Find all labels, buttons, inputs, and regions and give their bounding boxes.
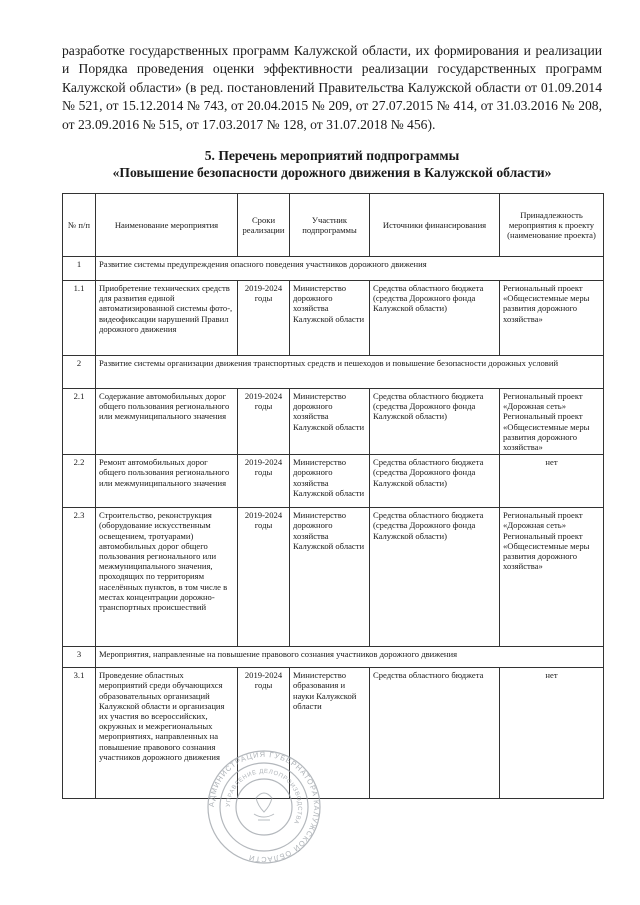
table-section-row <box>63 257 604 281</box>
measure-sources: Средства областного бюджета (средства Дорожного фонда Калужской области) <box>370 281 500 356</box>
measure-sources: Средства областного бюджета (средства Дорожного фонда Калужской области) <box>370 389 500 455</box>
row-num: 3.1 <box>63 668 96 799</box>
heading-line-2: «Повышение безопасности дорожного движения в Калужской области» <box>112 165 552 180</box>
section-title: Развитие системы предупреждения опасного поведения участников дорожного движения <box>96 257 604 281</box>
measure-name: Приобретение технических средств для развития единой автоматизированной системы фото-, видеофиксации нарушений Правил дорожного движения <box>96 281 238 356</box>
measure-project: Региональный проект «Дорожная сеть» Региональный проект «Общесистемные меры развития дорожного хозяйства» <box>500 389 604 455</box>
row-num: 1 <box>63 257 96 281</box>
seal-inner-text: УПРАВЛЕНИЕ ДЕЛОПРОИЗВОДСТВА <box>225 768 303 826</box>
measure-project: нет <box>500 455 604 508</box>
intro-paragraph: разработке государственных программ Калужской области, их формирования и реализации и Порядка проведения оценки эффективности реализации государственных программ Калужской области» (в ред. постановлений Правительства Калужской области от 01.09.2014 № 521, от 15.12.2014 № 743, от 20.04.2015 № 209, от 27.07.2015 № 414, от 31.03.2016 № 208, от 23.09.2016 № 515, от 17.03.2017 № 128, от 31.07.2018 № 456). <box>62 43 602 132</box>
measure-participant: Министерство дорожного хозяйства Калужской области <box>290 281 370 356</box>
row-num: 2.3 <box>63 508 96 647</box>
measures-table <box>62 193 604 799</box>
measure-terms: 2019-2024 годы <box>238 389 290 455</box>
row-num: 2 <box>63 356 96 389</box>
section-heading <box>62 147 602 181</box>
measure-participant: Министерство дорожного хозяйства Калужской области <box>290 389 370 455</box>
row-num: 1.1 <box>63 281 96 356</box>
section-title: Мероприятия, направленные на повышение правового сознания участников дорожного движения <box>96 647 604 668</box>
table-section-row <box>63 647 604 668</box>
measure-sources: Средства областного бюджета <box>370 668 500 799</box>
measure-sources: Средства областного бюджета (средства Дорожного фонда Калужской области) <box>370 455 500 508</box>
section-title: Развитие системы организации движения транспортных средств и пешеходов и повышение безопасности дорожных условий <box>96 356 604 389</box>
header-project: Принадлежность мероприятия к проекту (наименование проекта) <box>500 194 604 257</box>
row-num: 2.1 <box>63 389 96 455</box>
official-seal-stamp <box>196 748 332 866</box>
measure-sources: Средства областного бюджета (средства Дорожного фонда Калужской области) <box>370 508 500 647</box>
measure-terms: 2019-2024 годы <box>238 668 290 799</box>
table-row <box>63 281 604 356</box>
table-header-row <box>63 194 604 257</box>
measure-project: Региональный проект «Общесистемные меры развития дорожного хозяйства» <box>500 281 604 356</box>
measure-terms: 2019-2024 годы <box>238 508 290 647</box>
measure-participant: Министерство дорожного хозяйства Калужской области <box>290 508 370 647</box>
header-participant: Участник подпрограммы <box>290 194 370 257</box>
measure-terms: 2019-2024 годы <box>238 455 290 508</box>
seal-outer-text: АДМИНИСТРАЦИЯ ГУБЕРНАТОРА КАЛУЖСКОЙ ОБЛАСТИ <box>206 749 322 865</box>
table-row <box>63 508 604 647</box>
table-section-row <box>63 356 604 389</box>
measure-name: Ремонт автомобильных дорог общего пользования регионального или межмуниципального значения <box>96 455 238 508</box>
seal-emblem-icon <box>254 793 274 820</box>
header-num: № п/п <box>63 194 96 257</box>
measure-terms: 2019-2024 годы <box>238 281 290 356</box>
measure-participant: Министерство образования и науки Калужской области <box>290 668 370 799</box>
measure-name: Проведение областных мероприятий среди обучающихся образовательных организаций Калужской области и организация их участия во всероссийских, окружных и межрегиональных мероприятиях, направленных на повышение правового сознания участников дорожного движения <box>96 668 238 799</box>
table-row <box>63 668 604 799</box>
header-name: Наименование мероприятия <box>96 194 238 257</box>
heading-line-1: 5. Перечень мероприятий подпрограммы <box>204 148 460 163</box>
measure-name: Содержание автомобильных дорог общего пользования регионального или межмуниципального значения <box>96 389 238 455</box>
row-num: 2.2 <box>63 455 96 508</box>
measure-name: Строительство, реконструкция (оборудование искусственным освещением, тротуарами) автомобильных дорог общего пользования регионального или межмуниципального значения, проходящих по территориям населённых пунктов, в том числе в местах концентрации дорожно-транспортных происшествий <box>96 508 238 647</box>
row-num: 3 <box>63 647 96 668</box>
measure-participant: Министерство дорожного хозяйства Калужской области <box>290 455 370 508</box>
header-sources: Источники финансирования <box>370 194 500 257</box>
header-terms: Сроки реализации <box>238 194 290 257</box>
table-row <box>63 389 604 455</box>
measure-project: нет <box>500 668 604 799</box>
table-row <box>63 455 604 508</box>
measure-project: Региональный проект «Дорожная сеть» Региональный проект «Общесистемные меры развития дорожного хозяйства» <box>500 508 604 647</box>
